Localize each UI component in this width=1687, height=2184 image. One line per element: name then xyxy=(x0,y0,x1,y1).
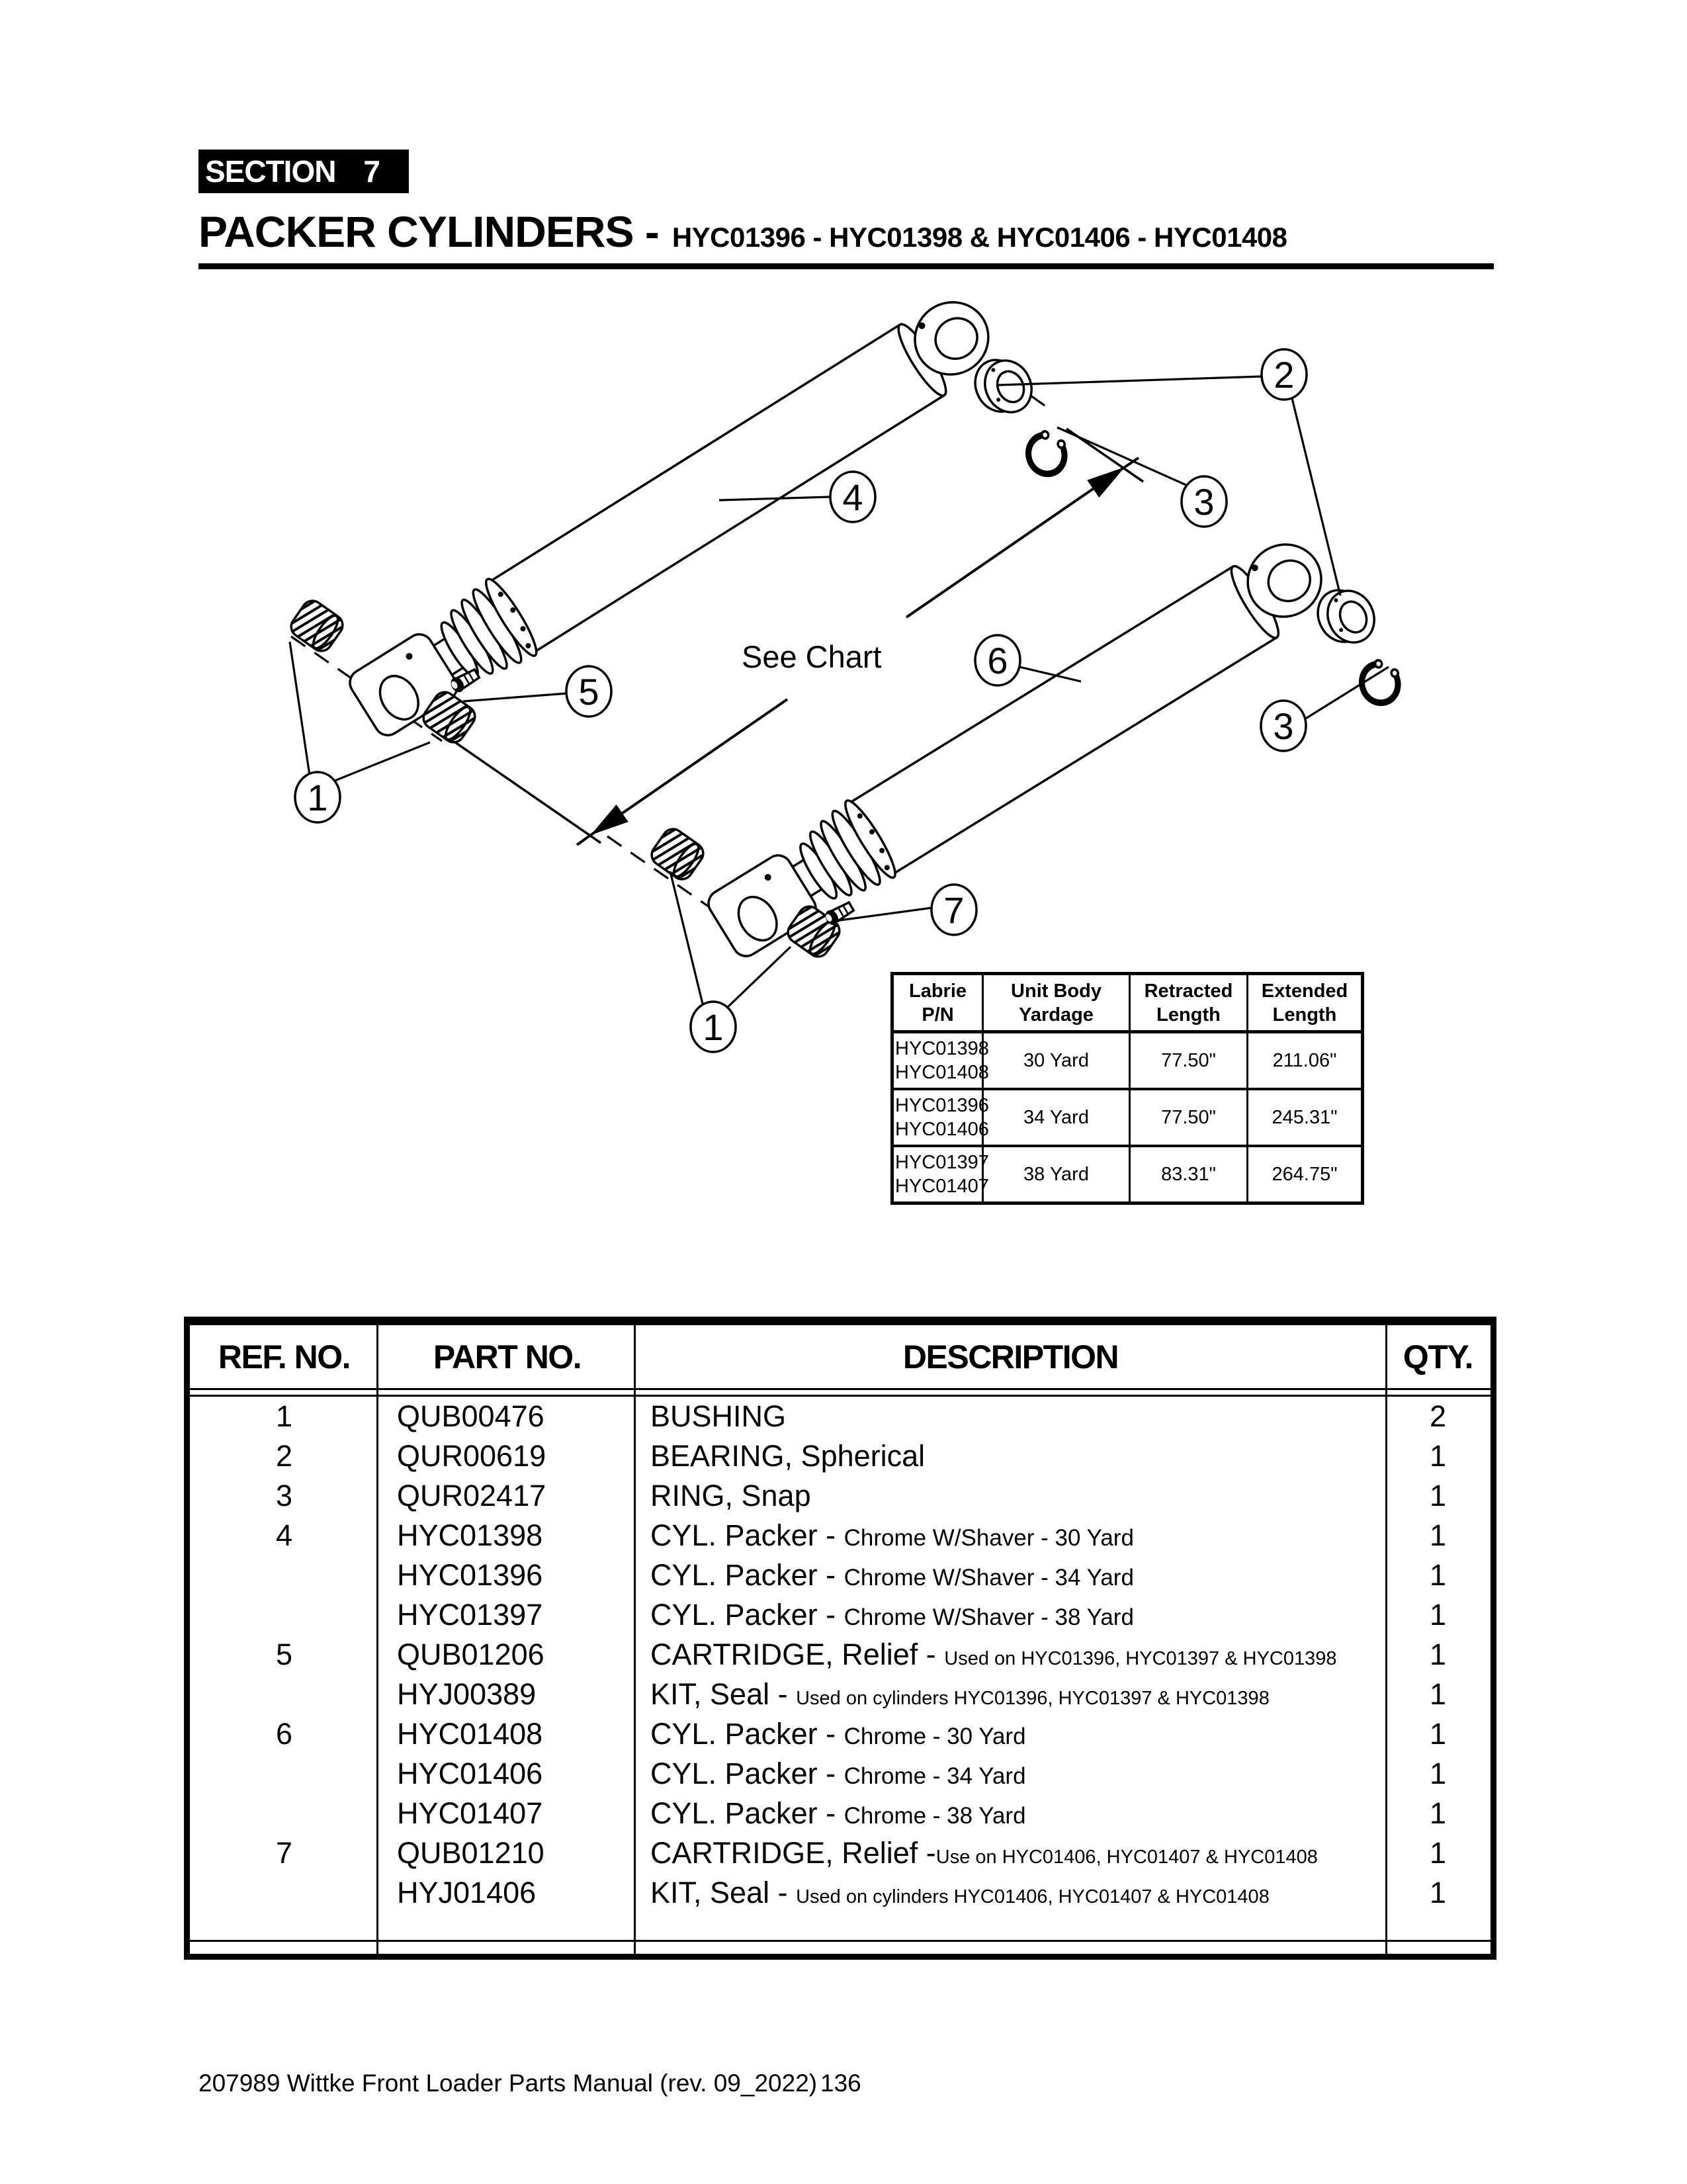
qty-cell: 1 xyxy=(1429,1796,1447,1830)
table-row xyxy=(190,1397,1491,1436)
chart-cell: 77.50" xyxy=(1131,1033,1248,1088)
callout-3 xyxy=(1261,667,1389,751)
table-row xyxy=(190,1714,1491,1754)
parts-column-header: REF. NO. xyxy=(218,1338,351,1376)
callout-5 xyxy=(463,666,611,717)
chart-cell: 77.50" xyxy=(1131,1090,1248,1145)
qty-cell: 2 xyxy=(1429,1399,1447,1433)
chart-cell: 264.75" xyxy=(1272,1163,1338,1185)
part-no-cell: HYJ01406 xyxy=(397,1876,537,1909)
chart-row: HYC01396 HYC01406 34 Yard 77.50" 245.31" xyxy=(894,1090,1361,1147)
description-cell: KIT, Seal - Used on cylinders HYC01396, HYC01397 & HYC01398 xyxy=(650,1677,1270,1711)
svg-text:1: 1 xyxy=(703,1006,724,1048)
description-cell: CYL. Packer - Chrome W/Shaver - 38 Yard xyxy=(650,1598,1134,1632)
table-row xyxy=(190,1436,1491,1476)
bushing xyxy=(636,816,718,891)
qty-cell: 1 xyxy=(1429,1518,1447,1552)
bushing xyxy=(276,588,357,663)
chart-row: HYC01398 HYC01408 30 Yard 77.50" 211.06" xyxy=(894,1033,1361,1090)
description-cell: CYL. Packer - Chrome W/Shaver - 34 Yard xyxy=(650,1558,1134,1592)
chart-cell: 83.31" xyxy=(1131,1147,1248,1201)
table-row xyxy=(190,1555,1491,1595)
svg-text:2: 2 xyxy=(1274,354,1295,396)
svg-text:3: 3 xyxy=(1193,481,1215,523)
chart-column-header: Extended Length xyxy=(1261,981,1348,1026)
chart-cell: 34 Yard xyxy=(984,1090,1131,1145)
parts-table-body xyxy=(190,1397,1491,1913)
callout-3 xyxy=(1057,427,1227,527)
chart-column-header: Unit Body Yardage xyxy=(984,975,1131,1030)
part-no-cell: HYJ00389 xyxy=(397,1677,537,1711)
part-no-cell: QUR00619 xyxy=(397,1439,546,1473)
section-label: SECTION xyxy=(205,154,336,189)
parts-column-header: QTY. xyxy=(1403,1338,1473,1376)
svg-text:4: 4 xyxy=(842,476,863,518)
chart-column-header: Labrie P/N xyxy=(894,975,984,1030)
qty-cell: 1 xyxy=(1429,1598,1447,1632)
table-row xyxy=(190,1516,1491,1555)
svg-text:6: 6 xyxy=(987,640,1008,681)
description-cell: KIT, Seal - Used on cylinders HYC01406, HYC01407 & HYC01408 xyxy=(650,1876,1270,1909)
head-centerline-top2 xyxy=(1031,396,1049,409)
svg-text:1: 1 xyxy=(307,777,328,818)
description-cell: BUSHING xyxy=(650,1399,787,1433)
chart-cell: 38 Yard xyxy=(984,1147,1131,1201)
ref-no-cell: 6 xyxy=(275,1717,293,1751)
table-row xyxy=(190,1635,1491,1675)
page-title-models: HYC01396 - HYC01398 & HYC01406 - HYC01408 xyxy=(671,222,1287,253)
qty-cell: 1 xyxy=(1429,1638,1447,1671)
chart-cell: 30 Yard xyxy=(984,1033,1131,1088)
part-no-cell: QUB01206 xyxy=(397,1638,544,1671)
qty-cell: 1 xyxy=(1429,1479,1447,1512)
qty-cell: 1 xyxy=(1429,1558,1447,1592)
part-no-cell: HYC01406 xyxy=(397,1757,543,1790)
qty-cell: 1 xyxy=(1429,1836,1447,1870)
ref-no-cell: 1 xyxy=(275,1399,293,1433)
part-no-cell: HYC01397 xyxy=(397,1598,543,1632)
ref-no-cell: 3 xyxy=(275,1479,293,1512)
chart-row: HYC01397 HYC01407 38 Yard 83.31" 264.75" xyxy=(894,1147,1361,1201)
part-no-cell: QUR02417 xyxy=(397,1479,546,1512)
page-title-main: PACKER CYLINDERS - xyxy=(198,207,659,256)
table-row xyxy=(190,1476,1491,1516)
qty-cell: 1 xyxy=(1429,1677,1447,1711)
top-cylinder xyxy=(341,283,1009,747)
parts-table-header xyxy=(190,1325,1491,1388)
table-row xyxy=(190,1873,1491,1913)
section-number: 7 xyxy=(363,154,380,189)
cylinder-length-chart xyxy=(890,972,1364,1205)
callout-7 xyxy=(835,885,976,935)
description-cell: BEARING, Spherical xyxy=(650,1439,926,1473)
snap-ring xyxy=(1023,427,1072,479)
part-no-cell: QUB01210 xyxy=(397,1836,544,1870)
description-cell: CARTRIDGE, Relief -Use on HYC01406, HYC01407 & HYC01408 xyxy=(650,1836,1318,1870)
ref-no-cell: 2 xyxy=(275,1439,293,1473)
chart-header-row xyxy=(894,975,1361,1033)
parts-column-header: DESCRIPTION xyxy=(902,1338,1119,1376)
qty-cell: 1 xyxy=(1429,1439,1447,1473)
description-cell: RING, Snap xyxy=(650,1479,811,1512)
chart-cell: 211.06" xyxy=(1272,1049,1337,1071)
parts-column-header: PART NO. xyxy=(433,1338,582,1376)
chart-table-body xyxy=(894,1033,1361,1201)
chart-cell: 245.31" xyxy=(1272,1106,1338,1128)
footer-manual-title: 207989 Wittke Front Loader Parts Manual (rev. 09_2022) xyxy=(198,2070,818,2097)
ref-no-cell: 7 xyxy=(275,1836,293,1870)
table-row xyxy=(190,1754,1491,1794)
part-no-cell: HYC01407 xyxy=(397,1796,543,1830)
table-row xyxy=(190,1794,1491,1833)
svg-text:3: 3 xyxy=(1273,705,1294,747)
ref-no-cell: 5 xyxy=(275,1638,293,1671)
parts-table xyxy=(184,1317,1496,1960)
description-cell: CYL. Packer - Chrome - 34 Yard xyxy=(650,1757,1026,1790)
part-no-cell: QUB00476 xyxy=(397,1399,544,1433)
chart-column-header: Retracted Length xyxy=(1131,975,1248,1030)
ref-no-cell: 4 xyxy=(275,1518,293,1552)
qty-cell: 1 xyxy=(1429,1757,1447,1790)
svg-text:5: 5 xyxy=(578,671,599,713)
callout-6 xyxy=(975,635,1081,685)
qty-cell: 1 xyxy=(1429,1876,1447,1909)
bottom-cylinder xyxy=(699,525,1341,969)
description-cell: CYL. Packer - Chrome - 30 Yard xyxy=(650,1717,1026,1751)
description-cell: CARTRIDGE, Relief - Used on HYC01396, HYC01397 & HYC01398 xyxy=(650,1638,1337,1671)
footer-page-number: 136 xyxy=(820,2070,861,2097)
see-chart-label: See Chart xyxy=(742,639,882,674)
table-row xyxy=(190,1833,1491,1873)
description-cell: CYL. Packer - Chrome - 38 Yard xyxy=(650,1796,1026,1830)
part-no-cell: HYC01398 xyxy=(397,1518,543,1552)
part-no-cell: HYC01408 xyxy=(397,1717,543,1751)
qty-cell: 1 xyxy=(1429,1717,1447,1751)
dimension-extension-a xyxy=(455,742,601,843)
table-row xyxy=(190,1595,1491,1635)
part-no-cell: HYC01396 xyxy=(397,1558,543,1592)
description-cell: CYL. Packer - Chrome W/Shaver - 30 Yard xyxy=(650,1518,1134,1552)
table-row xyxy=(190,1675,1491,1714)
svg-text:7: 7 xyxy=(943,889,965,931)
